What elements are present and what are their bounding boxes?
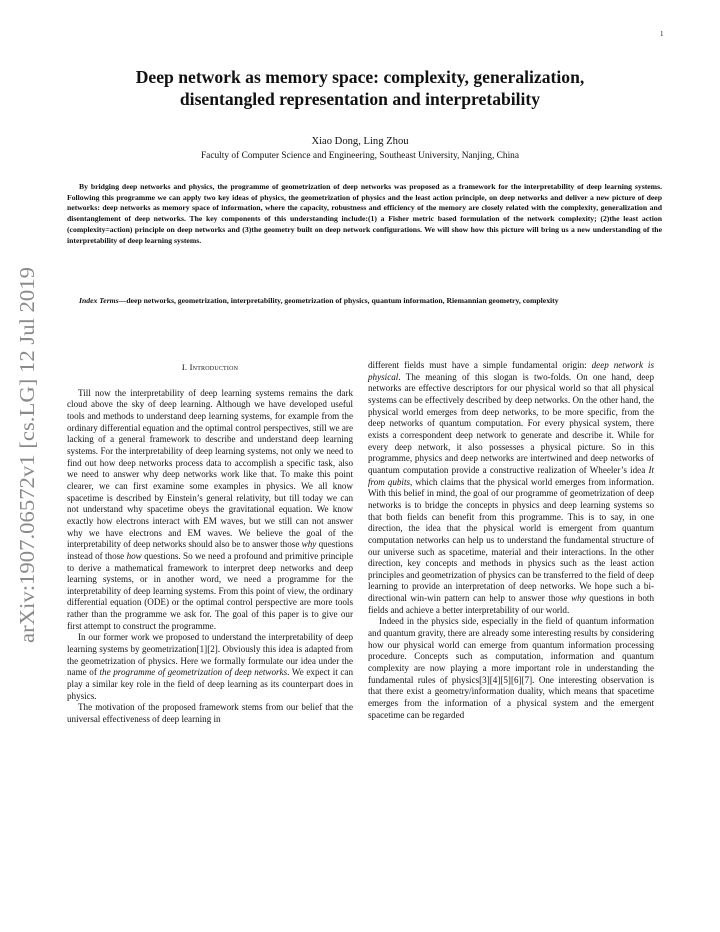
section-title: Introduction	[189, 362, 239, 372]
intro-p4-emphasis-3: why	[571, 593, 586, 604]
intro-p1-why: why	[301, 539, 317, 550]
arxiv-identifier-text: arXiv:1907.06572v1 [cs.LG] 12 Jul 2019	[15, 295, 39, 643]
paper-authors: Xiao Dong, Ling Zhou	[311, 136, 409, 147]
index-terms-label: Index Terms	[79, 296, 119, 305]
page-number: 1	[660, 30, 664, 38]
right-column	[368, 360, 654, 721]
paper-title-line-1: Deep network as memory space: complexity, generalization,	[135, 67, 585, 87]
left-column	[67, 360, 353, 726]
index-terms	[67, 296, 662, 307]
intro-paragraph-3: The motivation of the proposed framework stems from our belief that the universal effectiveness of deep learning in	[67, 702, 353, 725]
intro-p4-mid: . The meaning of this slogan is two-folds. On one hand, deep networks are effective descriptors for our physical world so that all physical systems can be effectively described by deep networks. On the other hand, the physical world emerges from deep networks, to be more specific, from the deep networks of quantum computation. For every physical system, there exists a correspondent deep network to generate and describe it. While for every deep network, it also possesses a physical picture. So in this programme, physics and deep networks are intertwined and deep networks of quantum computation provide a constructive realization of Wheeler’s idea	[368, 371, 654, 475]
intro-p2-emphasis: the programme of geometrization of deep networks	[99, 667, 288, 678]
intro-p4-end: questions in both fields and achieve a better interpretability of our world.	[368, 593, 654, 615]
intro-p4-mid-2: , which claims that the physical world emerges from information. With this belief in mind, the goal of our programme of geometrization of deep networks is to bridge the concepts in physics and deep learning systems so that both fields can benefit from this programme. This is to say, in one direction, the idea that the physical world is emergent from quantum computation networks can help us to understand the fundamental structure of our universe such as spacetime, material and their interactions. In the other direction, key concepts and methods in physics such as the least action principles and geometrization of physics can be transferred to the field of deep learning to provide an interpretation of deep networks. We hope such a bi-directional win-win pattern can help to answer those	[368, 476, 654, 604]
intro-paragraph-5: Indeed in the physics side, especially in the field of quantum information and quantum gravity, there are already some interesting results by considering how our physical world can emerge from quantum information processing procedure. Concepts such as computation, information and quantum complexity are now playing a more important role in understanding the fundamental rules of physics[3][4][5][6][7]. One interesting observation is that there exist a geometry/information duality, which means that spacetime emerges from the information of a physical system and the emergent spacetime can be regarded	[368, 616, 654, 720]
section-heading	[67, 362, 353, 374]
section-number: I.	[181, 362, 188, 372]
arxiv-identifier-stamp	[8, 265, 44, 645]
author-affiliation: Faculty of Computer Science and Engineering, Southeast University, Nanjing, China	[200, 151, 520, 161]
intro-p1-end: questions. So we need a profound and primitive principle to derive a mathematical framework to interpret deep networks and deep learning systems, or in another word, we need a programme for the interpretability of deep learning systems. From this point of view, the ordinary differential equation (ODE) or the optimal control perspective are more tools rather than the programme we ask for. The goal of this paper is to give our first attempt to construct the programme.	[67, 550, 353, 631]
intro-p4-emphasis-1: deep network is physical	[368, 360, 654, 382]
intro-p1-mid: questions instead of those	[67, 539, 353, 561]
intro-p1-how: how	[126, 550, 142, 561]
index-terms-text: —deep networks, geometrization, interpretability, geometrization of physics, quantum information, Riemannian geometry, complexity	[118, 296, 559, 305]
intro-p2-text: In our former work we proposed to understand the interpretability of deep learning systems by geometrization[1][2]. Obviously this idea is adapted from the geometrization of physics. Here we formally formulate our idea under the name of	[67, 632, 353, 678]
intro-p4-emphasis-2: It from qubits	[368, 464, 654, 487]
abstract: By bridging deep networks and physics, the programme of geometrization of deep networks was proposed as a framework for the interpretability of deep learning systems. Following this programme we can apply two key ideas of physics, the geometrization of physics and the least action principle, on deep networks and deliver a new picture of deep networks: deep networks as memory space of information, where the capacity, robustness and efficiency of the memory are closely related with the complexity, generalization and disentanglement of deep networks. The key components of this understanding include:(1) a Fisher metric based formulation of the network complexity; (2)the least action (complexity=action) principle on deep networks and (3)the geometry built on deep network configurations. We will show how this picture will bring us a new understanding of the interpretability of deep learning systems.	[67, 182, 662, 245]
intro-paragraph-4	[368, 360, 654, 616]
intro-paragraph-2	[67, 632, 353, 702]
intro-p2-end: . We expect it can play a similar key role in the field of deep learning as its counterpart does in physics.	[67, 667, 353, 701]
intro-p4-start: different fields must have a simple fundamental origin:	[368, 360, 592, 370]
paper-title-line-2: disentangled representation and interpretability	[179, 89, 541, 109]
intro-paragraph-1	[67, 388, 353, 633]
intro-p1-text: Till now the interpretability of deep learning systems remains the dark cloud above the sky of deep learning. Although we have developed useful tools and methods to understand deep learning systems, for example from the ordinary differential equation and the optimal control perspectives, still we are lacking of a general framework to describe and understand deep learning systems. For the interpretability of deep learning systems, not only we need to find out how deep networks process data to accomplish a specific task, also we need to answer why deep networks work like that. To make this point clearer, we can first examine some examples in physics. We all know spacetime is described by Einstein’s general relativity, but till today we can not understand why spacetime obeys the gravitational equation. We know exactly how electrons interact with EM waves, but we still can not answer why we have electrons and EM waves. We believe the goal of the interpretability of deep networks should also be to answer those	[67, 387, 353, 550]
paper-title	[60, 66, 660, 110]
